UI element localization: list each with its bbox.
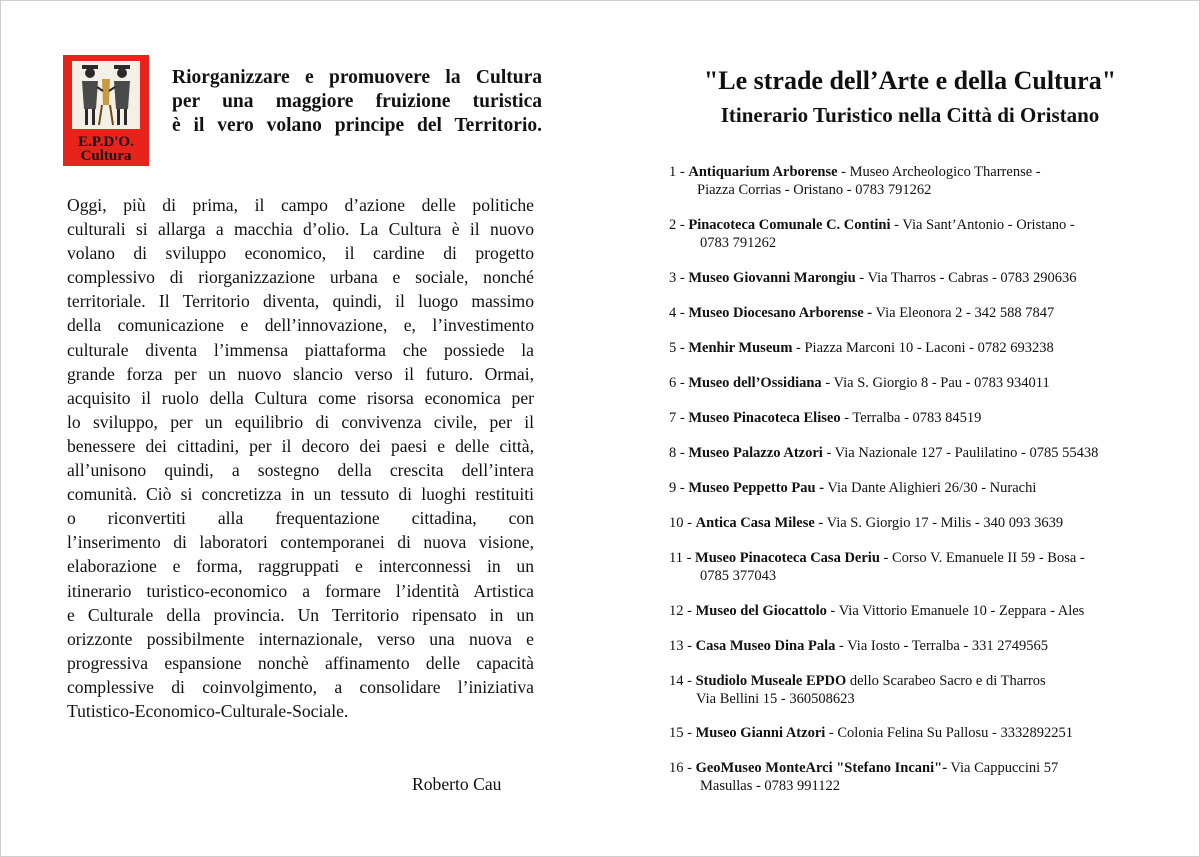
body-line: orizzonte possibilmente internazionale, verso una nuova e	[67, 628, 534, 649]
museum-details: - Via Iosto - Terralba - 331 2749565	[835, 638, 1048, 654]
museum-name: Antica Casa Milese	[695, 515, 815, 531]
museum-details: - Via Tharros - Cabras - 0783 290636	[855, 270, 1077, 286]
author-signature: Roberto Cau	[412, 774, 502, 794]
body-line: acquisito il ruolo della Cultura come risorsa economica per	[67, 387, 534, 408]
museum-details-line2: 0785 377043	[700, 568, 777, 584]
slogan-line: Riorganizzare e promuovere la Cultura	[172, 67, 542, 88]
logo-figures-icon	[72, 61, 140, 129]
list-item	[669, 163, 1189, 199]
logo-text-cultura: Cultura	[80, 148, 132, 164]
body-line: lo sviluppo, per un equilibrio di convivenza civile, per il	[67, 411, 534, 432]
logo-figures-image	[72, 61, 140, 129]
museum-details: - Via Vittorio Emanuele 10 - Zeppara - Ales	[826, 603, 1085, 619]
museum-name: Museo Peppetto Pau -	[688, 480, 825, 496]
museum-name: Studiolo Museale EPDO	[695, 673, 847, 689]
body-line: volano di sviluppo economico, il cardine di progetto	[67, 243, 534, 264]
list-item	[669, 724, 1189, 742]
list-item	[669, 479, 1189, 497]
museum-name: Menhir Museum	[688, 340, 793, 356]
item-number: 11 -	[669, 550, 696, 566]
museum-name: Museo Diocesano Arborense -	[688, 305, 873, 321]
museum-name: GeoMuseo MonteArci "Stefano Incani"-	[695, 760, 948, 776]
body-line: all’unisono quindi, a sostegno della crescita dell’intera	[67, 460, 534, 481]
museum-details-line2: 0783 791262	[700, 235, 777, 251]
museum-name: Museo Giovanni Marongiu	[688, 270, 856, 286]
list-item	[669, 409, 1189, 427]
item-number: 2 -	[669, 217, 689, 233]
body-line: culturali si allarga a macchia d’olio. La Cultura è il nuovo	[67, 219, 534, 240]
museum-details: - Corso V. Emanuele II 59 - Bosa -	[879, 550, 1085, 566]
museum-details: - Piazza Marconi 10 - Laconi - 0782 693238	[792, 340, 1054, 356]
museum-name: Casa Museo Dina Pala	[695, 638, 836, 654]
museum-details: - Via S. Giorgio 8 - Pau - 0783 934011	[821, 375, 1050, 391]
body-line: benessere dei cittadini, per il decoro dei paesi e delle città,	[67, 435, 534, 456]
list-item	[669, 637, 1189, 655]
list-item	[669, 759, 1189, 795]
body-line: comunità. Ciò si concretizza in un tessuto di luoghi restituiti	[67, 484, 534, 505]
item-number: 15 -	[669, 725, 696, 741]
museum-details: Via Dante Alighieri 26/30 - Nurachi	[824, 480, 1037, 496]
list-item	[669, 672, 1189, 708]
body-line: complessive di coinvolgimento, a consolidare l’iniziativa	[67, 676, 534, 697]
museum-name: Museo del Giocattolo	[695, 603, 827, 619]
body-line: e Culturale della provincia. Un Territorio ripensato in un	[67, 604, 534, 625]
body-line: o riconvertiti alla frequentazione cittadina, con	[67, 508, 534, 529]
item-number: 14 -	[669, 673, 696, 689]
museum-details-line2: Via Bellini 15 - 360508623	[696, 691, 855, 707]
body-line: Oggi, più di prima, il campo d’azione delle politiche	[67, 195, 534, 215]
item-number: 4 -	[669, 305, 689, 321]
list-item	[669, 304, 1189, 322]
logo-text-epdo: E.P.D'O.	[78, 134, 134, 150]
list-item	[669, 216, 1189, 252]
museum-details: Via Cappuccini 57	[947, 760, 1059, 776]
body-paragraph	[67, 193, 534, 723]
itinerary-title: "Le strade dell’Arte e della Cultura"	[703, 66, 1117, 95]
epdo-logo	[63, 55, 149, 166]
item-number: 5 -	[669, 340, 689, 356]
body-line: elaborazione e forma, raggruppati e interconnessi in un	[67, 556, 534, 577]
list-item	[669, 374, 1189, 392]
body-line: Tutistico-Economico-Culturale-Sociale.	[67, 700, 349, 721]
museum-name: Museo Gianni Atzori	[695, 725, 826, 741]
museum-details: - Colonia Felina Su Pallosu - 3332892251	[825, 725, 1074, 741]
museum-details: - Via S. Giorgio 17 - Milis - 340 093 3639	[814, 515, 1064, 531]
list-item	[669, 514, 1189, 532]
museum-name: Museo Pinacoteca Casa Deriu	[695, 550, 880, 566]
item-number: 9 -	[669, 480, 689, 496]
list-item	[669, 269, 1189, 287]
item-number: 12 -	[669, 603, 696, 619]
slogan-line: è il vero volano principe del Territorio.	[172, 115, 542, 136]
list-item	[669, 444, 1189, 462]
museum-details: - Museo Archeologico Tharrense -	[837, 164, 1041, 180]
list-item	[669, 602, 1189, 620]
item-number: 3 -	[669, 270, 689, 286]
item-number: 13 -	[669, 638, 696, 654]
list-item	[669, 549, 1189, 585]
museum-details: - Via Sant’Antonio - Oristano -	[890, 217, 1075, 233]
body-line: itinerario turistico-economico a formare l’identità Artistica	[67, 580, 534, 601]
item-number: 6 -	[669, 375, 689, 391]
body-line: complessivo di riorganizzazione urbana e sociale, nonché	[67, 267, 534, 288]
body-line: territoriale. Il Territorio diventa, quindi, il luogo massimo	[67, 291, 534, 312]
museum-details: - Terralba - 0783 84519	[840, 410, 982, 426]
body-line: l’inserimento di laboratori contemporanei di nuova visione,	[67, 532, 534, 553]
body-line: culturale diventa l’immensa piattaforma che possiede la	[67, 339, 534, 360]
museum-details: dello Scarabeo Sacro e di Tharros	[846, 673, 1046, 689]
item-number: 8 -	[669, 445, 689, 461]
itinerary-subtitle: Itinerario Turistico nella Città di Oristano	[720, 103, 1100, 127]
museum-name: Museo Pinacoteca Eliseo	[688, 410, 841, 426]
museum-details: - Via Nazionale 127 - Paulilatino - 0785 55438	[822, 445, 1099, 461]
body-line: della comunicazione e dell’innovazione, e, l’investimento	[67, 315, 534, 336]
item-number: 10 -	[669, 515, 696, 531]
body-line: progressiva espansione nonchè affinamento delle capacità	[67, 652, 534, 673]
museum-details-line2: Masullas - 0783 991122	[700, 778, 841, 794]
museum-name: Museo Palazzo Atzori	[688, 445, 823, 461]
museum-details: Via Eleonora 2 - 342 588 7847	[872, 305, 1055, 321]
museum-details-line2: Piazza Corrias - Oristano - 0783 791262	[697, 182, 932, 198]
slogan	[172, 66, 542, 138]
item-number: 7 -	[669, 410, 689, 426]
slogan-line: per una maggiore fruizione turistica	[172, 91, 542, 112]
museum-name: Pinacoteca Comunale C. Contini	[688, 217, 891, 233]
item-number: 1 -	[669, 164, 689, 180]
body-line: grande forza per un nuovo slancio verso il futuro. Ormai,	[67, 363, 534, 384]
item-number: 16 -	[669, 760, 696, 776]
museum-name: Museo dell’Ossidiana	[688, 375, 822, 391]
museum-name: Antiquarium Arborense	[688, 164, 838, 180]
list-item	[669, 339, 1189, 357]
